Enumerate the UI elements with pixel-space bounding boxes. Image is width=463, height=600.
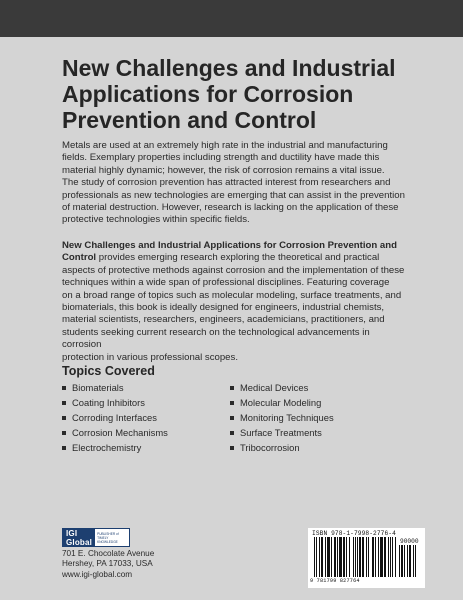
topic-item: Monitoring Techniques	[230, 410, 334, 425]
topics-list-right	[230, 380, 334, 455]
description-paragraph-2: New Challenges and Industrial Applications for Corrosion Prevention and Control provides emerging research exploring the theoretical and practical aspects of protective methods against corrosion and the implementation of these techniques within a wide span of professional disciplines. Featuring coverage on a broad range of topics such as molecular modeling, surface treatments, and biomaterials, this book is ideally designed for engineers, industrial chemists, material scientists, researchers, engineers, academicians, practitioners, and students seeking current research on the technological advancements in corrosion protection in various professional scopes.	[62, 240, 405, 363]
bullet-icon	[230, 401, 234, 405]
book-title	[62, 55, 422, 133]
barcode-bar	[392, 537, 393, 577]
barcode-bar	[399, 545, 400, 577]
barcode-bar	[362, 537, 364, 577]
barcode-bar	[380, 537, 383, 577]
title-line: New Challenges and Industrial	[62, 55, 396, 81]
bullet-icon	[62, 401, 66, 405]
logo-wordmark: IGI Global	[63, 529, 95, 546]
barcode-bar	[366, 537, 367, 577]
barcode-bar	[346, 537, 347, 577]
barcode-bar	[390, 537, 391, 577]
barcode-bar	[339, 537, 342, 577]
barcode-bar	[401, 545, 403, 577]
bullet-icon	[230, 431, 234, 435]
barcode-bar	[316, 537, 317, 577]
price-code: 90000	[400, 538, 419, 545]
barcode-bar	[337, 537, 338, 577]
barcode-bar	[413, 545, 414, 577]
barcode-bar	[372, 537, 374, 577]
barcode-bar	[415, 545, 416, 577]
barcode-bar	[343, 537, 345, 577]
topic-item: Medical Devices	[230, 380, 334, 395]
barcode-bar	[384, 537, 386, 577]
address-line: 701 E. Chocolate Avenue	[62, 549, 155, 558]
publisher-logo	[62, 528, 130, 547]
barcode-panel	[308, 528, 425, 588]
bullet-icon	[230, 446, 234, 450]
barcode-bar	[334, 537, 336, 577]
topics-heading: Topics Covered	[62, 364, 155, 378]
barcode-bar	[314, 537, 315, 577]
topic-item: Corroding Interfaces	[62, 410, 168, 425]
title-line: Applications for Corrosion	[62, 81, 354, 107]
barcode-bar	[349, 537, 350, 577]
barcode-bar	[327, 537, 330, 577]
barcode-bar	[404, 545, 405, 577]
barcode-bar	[353, 537, 354, 577]
bullet-icon	[230, 386, 234, 390]
description-paragraph-1: Metals are used at an extremely high rate in the industrial and manufacturing fields. Exemplary properties including strength and ductility have made this material highly dynamic; however, the risk of corrosion remains a vital issue. The study of corrosion prevention has attracted interest from researchers and professionals as new technologies are emerging that can assist in the prevention of material destruction. However, research is lacking on the application of these protective technologies within specific fields.	[62, 140, 405, 226]
topic-item: Coating Inhibitors	[62, 395, 168, 410]
bullet-icon	[62, 416, 66, 420]
topic-item: Electrochemistry	[62, 440, 168, 455]
address-line: Hershey, PA 17033, USA	[62, 559, 153, 569]
bullet-icon	[230, 416, 234, 420]
barcode-bar	[357, 537, 358, 577]
barcode-icon	[314, 537, 396, 577]
bullet-icon	[62, 446, 66, 450]
top-band	[0, 0, 463, 37]
barcode-bar	[375, 537, 376, 577]
barcode-bar	[355, 537, 356, 577]
barcode-bar	[368, 537, 369, 577]
book-title-inline: Control	[62, 252, 97, 264]
barcode-bar	[388, 537, 389, 577]
barcode-bar	[325, 537, 326, 577]
barcode-bar	[319, 537, 320, 577]
bullet-icon	[62, 431, 66, 435]
topic-item: Surface Treatments	[230, 425, 334, 440]
barcode-bar	[395, 537, 396, 577]
logo-tagline: PUBLISHER of TIMELY KNOWLEDGE	[97, 531, 119, 544]
barcode-bar	[378, 537, 379, 577]
barcode-bar	[407, 545, 408, 577]
topic-item: Biomaterials	[62, 380, 168, 395]
topic-item: Tribocorrosion	[230, 440, 334, 455]
barcode-digits: 9 781799 827764	[310, 578, 360, 584]
publisher-address	[62, 549, 154, 580]
website-url: www.igi-global.com	[62, 569, 133, 579]
topics-list-left	[62, 380, 168, 455]
topic-item: Molecular Modeling	[230, 395, 334, 410]
title-line: Prevention and Control	[62, 107, 317, 133]
book-title-inline: New Challenges and Industrial Applications for Corrosion Prevention and	[62, 240, 397, 251]
barcode-bar	[409, 545, 411, 577]
topic-item: Corrosion Mechanisms	[62, 425, 168, 440]
barcode-bar	[331, 537, 332, 577]
barcode-addon-icon	[399, 545, 421, 577]
bullet-icon	[62, 386, 66, 390]
barcode-bar	[321, 537, 323, 577]
isbn-label: ISBN 978-1-7998-2776-4	[312, 530, 396, 537]
barcode-bar	[359, 537, 361, 577]
